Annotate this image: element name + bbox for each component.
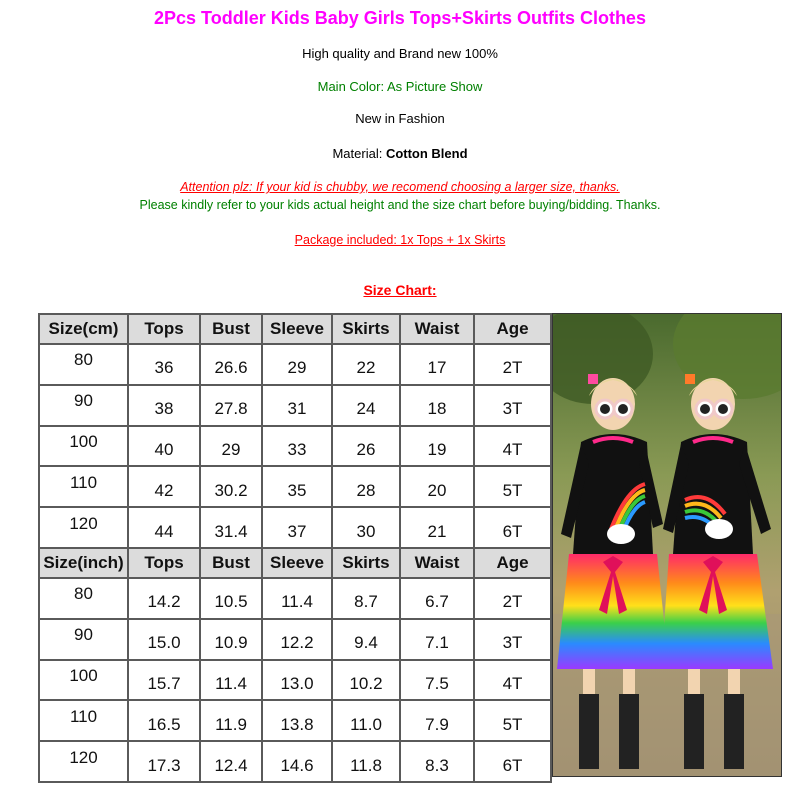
quality-text: High quality and Brand new 100% [302, 46, 498, 61]
table-cell-waist: 21 [400, 507, 474, 548]
table-cell-skirts: 22 [332, 344, 400, 385]
table-header-row-inch [39, 548, 551, 578]
header-bust-inch: Bust [200, 548, 262, 578]
table-cell-skirts: 24 [332, 385, 400, 426]
table-cell-tops: 36 [128, 344, 200, 385]
refer-text: Please kindly refer to your kids actual height and the size chart before buying/bidding. Thanks. [139, 198, 661, 212]
table-cell-size: 100 [39, 426, 128, 467]
table-cell-skirts: 11.8 [332, 741, 400, 782]
table-cell-waist: 18 [400, 385, 474, 426]
table-row [39, 466, 551, 507]
header-size-cm: Size(cm) [39, 314, 128, 344]
table-row [39, 507, 551, 548]
size-chart-heading: Size Chart: [363, 282, 437, 298]
table-cell-age: 5T [474, 700, 551, 741]
table-cell-sleeve: 11.4 [262, 578, 332, 619]
header-age-inch: Age [474, 548, 551, 578]
table-cell-waist: 17 [400, 344, 474, 385]
header-skirts-inch: Skirts [332, 548, 400, 578]
table-row [39, 619, 551, 660]
table-cell-skirts: 10.2 [332, 660, 400, 701]
material-value: Cotton Blend [385, 146, 468, 161]
table-cell-age: 3T [474, 619, 551, 660]
table-cell-skirts: 26 [332, 426, 400, 467]
table-cell-skirts: 8.7 [332, 578, 400, 619]
table-cell-age: 6T [474, 741, 551, 782]
table-cell-age: 4T [474, 660, 551, 701]
table-cell-waist: 8.3 [400, 741, 474, 782]
table-cell-age: 3T [474, 385, 551, 426]
table-cell-waist: 20 [400, 466, 474, 507]
table-cell-waist: 7.5 [400, 660, 474, 701]
table-row [39, 700, 551, 741]
table-cell-tops: 42 [128, 466, 200, 507]
fashion-text: New in Fashion [355, 111, 445, 126]
table-cell-age: 4T [474, 426, 551, 467]
table-row [39, 741, 551, 782]
table-cell-bust: 27.8 [200, 385, 262, 426]
table-cell-waist: 6.7 [400, 578, 474, 619]
header-waist-inch: Waist [400, 548, 474, 578]
table-cell-size: 120 [39, 507, 128, 548]
table-cell-size: 90 [39, 385, 128, 426]
table-cell-bust: 29 [200, 426, 262, 467]
table-cell-tops: 38 [128, 385, 200, 426]
table-cell-bust: 30.2 [200, 466, 262, 507]
header-sleeve-cm: Sleeve [262, 314, 332, 344]
table-cell-age: 2T [474, 578, 551, 619]
table-cell-size: 80 [39, 344, 128, 385]
table-row [39, 426, 551, 467]
twin-girls-illustration [553, 314, 781, 776]
product-title: 2Pcs Toddler Kids Baby Girls Tops+Skirts Outfits Clothes [154, 8, 646, 28]
attention-text: Attention plz: If your kid is chubby, we recomend choosing a larger size, thanks. [180, 180, 620, 194]
header-skirts-cm: Skirts [332, 314, 400, 344]
table-row [39, 660, 551, 701]
header-age-cm: Age [474, 314, 551, 344]
table-cell-bust: 10.9 [200, 619, 262, 660]
material-text [0, 146, 800, 161]
table-cell-sleeve: 13.8 [262, 700, 332, 741]
table-cell-bust: 11.9 [200, 700, 262, 741]
table-cell-sleeve: 13.0 [262, 660, 332, 701]
table-cell-size: 100 [39, 660, 128, 701]
table-cell-sleeve: 31 [262, 385, 332, 426]
product-photo [552, 313, 782, 777]
table-cell-skirts: 30 [332, 507, 400, 548]
table-cell-tops: 15.7 [128, 660, 200, 701]
table-row [39, 578, 551, 619]
size-chart-body [39, 314, 551, 782]
package-text: Package included: 1x Tops + 1x Skirts [294, 233, 506, 247]
table-cell-skirts: 11.0 [332, 700, 400, 741]
table-cell-tops: 15.0 [128, 619, 200, 660]
table-cell-sleeve: 14.6 [262, 741, 332, 782]
header-sleeve-inch: Sleeve [262, 548, 332, 578]
table-cell-bust: 31.4 [200, 507, 262, 548]
table-cell-bust: 11.4 [200, 660, 262, 701]
table-cell-size: 110 [39, 466, 128, 507]
table-cell-skirts: 28 [332, 466, 400, 507]
main-color-text: Main Color: As Picture Show [317, 79, 483, 94]
table-cell-waist: 7.1 [400, 619, 474, 660]
table-cell-tops: 16.5 [128, 700, 200, 741]
table-cell-sleeve: 12.2 [262, 619, 332, 660]
header-tops-cm: Tops [128, 314, 200, 344]
table-cell-size: 90 [39, 619, 128, 660]
header-size-inch: Size(inch) [39, 548, 128, 578]
table-cell-size: 120 [39, 741, 128, 782]
table-cell-sleeve: 29 [262, 344, 332, 385]
table-cell-size: 80 [39, 578, 128, 619]
table-cell-size: 110 [39, 700, 128, 741]
table-cell-waist: 7.9 [400, 700, 474, 741]
table-cell-sleeve: 37 [262, 507, 332, 548]
header-tops-inch: Tops [128, 548, 200, 578]
table-cell-age: 6T [474, 507, 551, 548]
header-waist-cm: Waist [400, 314, 474, 344]
size-chart-table [38, 313, 552, 783]
table-cell-tops: 40 [128, 426, 200, 467]
table-cell-tops: 17.3 [128, 741, 200, 782]
table-row [39, 385, 551, 426]
table-cell-bust: 10.5 [200, 578, 262, 619]
table-cell-bust: 26.6 [200, 344, 262, 385]
header-bust-cm: Bust [200, 314, 262, 344]
table-cell-age: 5T [474, 466, 551, 507]
material-label: Material: [332, 146, 386, 161]
table-cell-sleeve: 33 [262, 426, 332, 467]
table-cell-sleeve: 35 [262, 466, 332, 507]
table-cell-skirts: 9.4 [332, 619, 400, 660]
table-cell-bust: 12.4 [200, 741, 262, 782]
table-cell-age: 2T [474, 344, 551, 385]
table-cell-tops: 44 [128, 507, 200, 548]
table-header-row-cm [39, 314, 551, 344]
table-cell-waist: 19 [400, 426, 474, 467]
table-row [39, 344, 551, 385]
table-cell-tops: 14.2 [128, 578, 200, 619]
